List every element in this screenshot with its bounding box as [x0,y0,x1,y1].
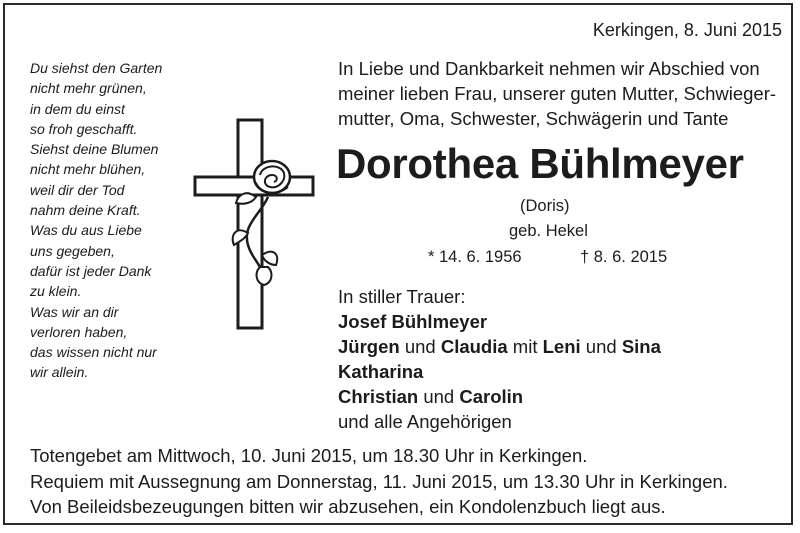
nickname: (Doris) [520,197,570,215]
connector: und [580,336,622,357]
connector: mit [507,336,543,357]
mourner-name: Katharina [338,361,424,382]
mourners-heading: In stiller Trauer: [338,286,466,307]
poem-line: zu klein. [30,283,82,300]
notice-line: Totengebet am Mittwoch, 10. Juni 2015, um 18.30 Uhr in Kerkingen. [30,445,588,466]
poem-line: verloren haben, [30,323,128,340]
mourner-name: Christian [338,386,419,407]
poem [30,58,190,383]
mourner-line [338,334,661,359]
cross-with-rose-icon [190,115,320,335]
poem-line: nicht mehr grünen, [30,80,147,97]
death-date: † 8. 6. 2015 [580,248,668,266]
poem-line: weil dir der Tod [30,181,125,198]
mourner-name: Sina [621,336,661,357]
place-date: Kerkingen, 8. Juni 2015 [592,20,782,40]
intro-line: mutter, Oma, Schwester, Schwägerin und Tante [338,108,729,129]
birth-date: * 14. 6. 1956 [428,248,522,266]
poem-line: in dem du einst [30,100,125,117]
mourner-name: Claudia [440,336,508,357]
notices [30,443,728,520]
mourner-name: Josef Bühlmeyer [338,311,488,332]
mourner-name: Jürgen [338,336,400,357]
poem-line: Du siehst den Garten [30,60,163,76]
poem-line: so froh geschafft. [30,120,138,137]
notice-line: Requiem mit Aussegnung am Donnerstag, 11. Juni 2015, um 13.30 Uhr in Kerkingen. [30,470,728,492]
poem-line: dafür ist jeder Dank [30,262,152,279]
poem-line: nahm deine Kraft. [30,202,141,219]
intro-line: meiner lieben Frau, unserer guten Mutter, Schwieger- [338,83,777,104]
mourner-line [338,384,661,409]
poem-line: Was du aus Liebe [30,222,142,239]
connector: und [418,386,460,407]
birth-name: geb. Hekel [509,222,588,240]
poem-line: Siehst deine Blumen [30,141,159,158]
mourner-line [338,359,661,384]
intro-line: In Liebe und Dankbarkeit nehmen wir Abschied von [338,58,760,79]
intro-text [338,56,776,131]
poem-line: nicht mehr blühen, [30,161,146,178]
poem-line: uns gegeben, [30,242,115,259]
poem-line: das wissen nicht nur [30,344,157,361]
mourner-line [338,309,661,334]
mourner-name: Carolin [459,386,524,407]
mourners-closing: und alle Angehörigen [338,411,512,432]
poem-line: Was wir an dir [30,303,119,320]
mourners [338,284,661,434]
connector: und [399,336,441,357]
mourner-name: Leni [542,336,581,357]
notice-line: Von Beileidsbezeugungen bitten wir abzusehen, ein Kondolenzbuch liegt aus. [30,496,666,517]
poem-line: wir allein. [30,364,89,381]
deceased-name: Dorothea Bühlmeyer [336,140,744,187]
